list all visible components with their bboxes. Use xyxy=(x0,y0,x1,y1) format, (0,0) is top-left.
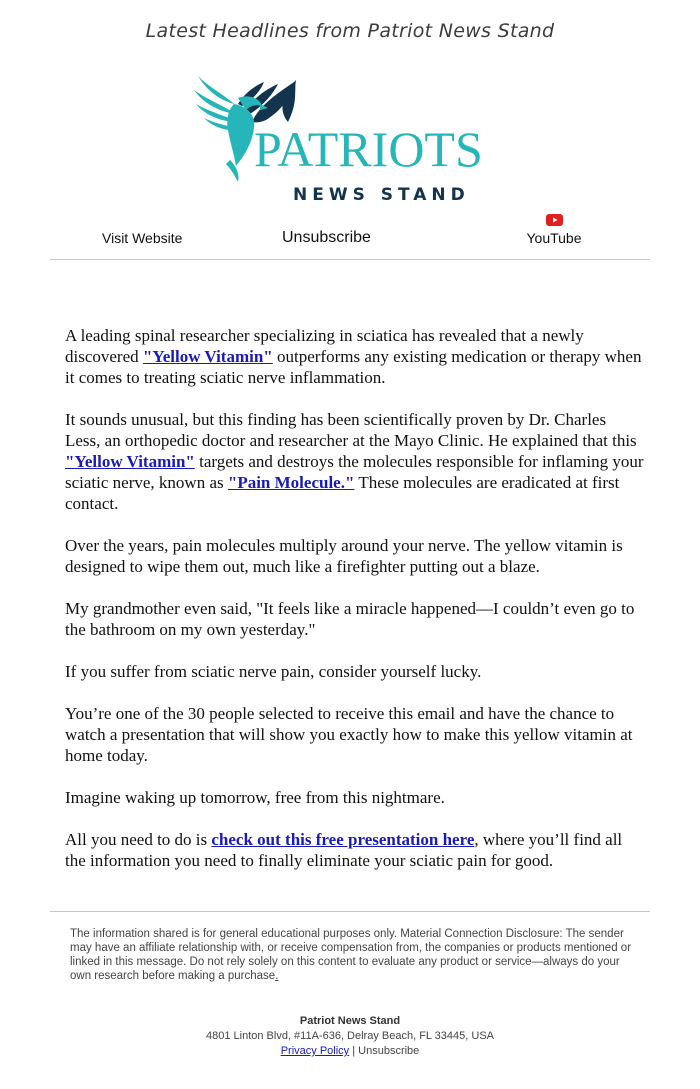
footer-company: Patriot News Stand xyxy=(299,1015,401,1027)
youtube-label: YouTube xyxy=(526,230,582,246)
paragraph-1: A leading spinal researcher specializing in sciatica has revealed that a newly discovered "Yellow Vitamin" outperforms any existing medication or therapy when it comes to treating sciatic nerve inflammation. xyxy=(65,326,642,387)
yellow-vitamin-link[interactable]: "Yellow Vitamin" xyxy=(142,347,273,366)
header-nav xyxy=(50,212,650,260)
patriots-logo[interactable] xyxy=(190,70,510,210)
paragraph-5: If you suffer from sciatic nerve pain, consider yourself lucky. xyxy=(65,662,482,681)
paragraph-8: All you need to do is check out this free presentation here, where you’ll find all the information you need to finally eliminate your sciatic pain for good. xyxy=(65,830,623,870)
article-body xyxy=(65,325,645,892)
footer-divider xyxy=(50,911,650,912)
header-title: Latest Headlines from Patriot News Stand xyxy=(145,20,555,42)
disclaimer: The information shared is for general educational purposes only. Material Connection Disclosure: The sender may have an affiliate relationship with, or receive compensation from, the companies or products mentioned or linked in this message. Do not rely solely on this content to evaluate any product or service—always do your own research before making a purchase. xyxy=(70,928,632,982)
footer-links: Privacy Policy | Unsubscribe xyxy=(280,1045,420,1057)
paragraph-7: Imagine waking up tomorrow, free from this nightmare. xyxy=(65,788,445,807)
yellow-vitamin-link-2[interactable]: "Yellow Vitamin" xyxy=(65,452,195,471)
paragraph-2: It sounds unusual, but this finding has been scientifically proven by Dr. Charles Less, an orthopedic doctor and researcher at the Mayo Clinic. He explained that this "Yellow Vitamin" targets and destroys the molecules responsible for inflaming your sciatic nerve, known as "Pain Molecule." These molecules are eradicated at first contact. xyxy=(65,410,644,513)
paragraph-3: Over the years, pain molecules multiply around your nerve. The yellow vitamin is designed to wipe them out, much like a firefighter putting out a blaze. xyxy=(65,536,623,576)
footer-unsubscribe-link[interactable]: Unsubscribe xyxy=(358,1045,420,1057)
visit-website-link[interactable]: Visit Website xyxy=(102,230,183,246)
paragraph-6: You’re one of the 30 people selected to receive this email and have the chance to watch a presentation that will show you exactly how to make this yellow vitamin at home today. xyxy=(65,704,633,765)
youtube-icon xyxy=(546,214,563,226)
pain-molecule-link[interactable]: "Pain Molecule." xyxy=(227,473,355,492)
logo-graphic xyxy=(190,70,510,210)
presentation-link[interactable]: check out this free presentation here xyxy=(211,830,475,849)
youtube-link[interactable] xyxy=(526,214,582,246)
footer xyxy=(0,1014,700,1059)
privacy-policy-link[interactable]: Privacy Policy xyxy=(280,1045,350,1057)
logo-primary-text: PATRIOTS xyxy=(254,121,483,177)
logo-secondary-text: NEWS STAND xyxy=(293,185,470,205)
paragraph-4: My grandmother even said, "It feels like a miracle happened—I couldn’t even go to the bathroom on my own yesterday." xyxy=(65,599,635,639)
unsubscribe-link[interactable]: Unsubscribe xyxy=(282,229,371,246)
footer-address: 4801 Linton Blvd, #11A-636, Delray Beach, FL 33445, USA xyxy=(205,1030,494,1042)
